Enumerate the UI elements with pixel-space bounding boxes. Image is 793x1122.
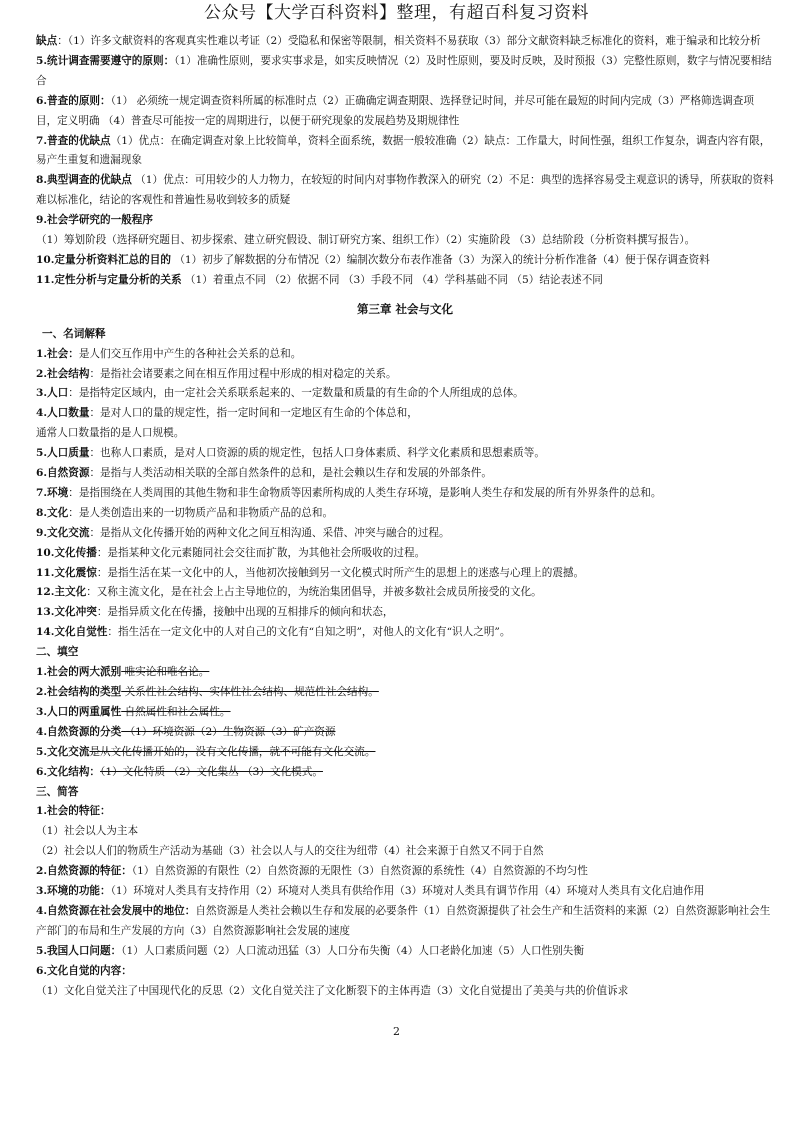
term-line: 14.文化自觉性：指生活在一定文化中的人对自己的文化有“自知之明”，对他人的文化有“识人之明”。 bbox=[36, 626, 511, 639]
answer-paragraph: 4.自然资源在社会发展中的地位：自然资源是人类社会赖以生存和发展的必要条件（1）自然资源提供了社会生产和生活资料的来源（2）自然资源影响社会生产部门的布局和生产发展的方向（3）自然资源影响社会发展的速度 bbox=[36, 904, 771, 937]
page-number: 2 bbox=[393, 1025, 400, 1038]
text-line: 11.定性分析与定量分析的关系 （1）着重点不同 （2）依据不同 （3）手段不同 （4）学科基础不同 （5）结论表述不同 bbox=[36, 273, 603, 286]
term-line: 4.人口数量：是对人口的量的规定性，指一定时间和一定地区有生命的个体总和， bbox=[36, 407, 418, 420]
fill-line: 5.文化交流是从文化传播开始的，没有文化传播，就不可能有文化交流。 bbox=[36, 745, 376, 758]
term-line: 13.文化冲突：是指异质文化在传播，接触中出现的互相排斥的倾向和状态， bbox=[36, 606, 394, 619]
section-heading: 三、简答 bbox=[36, 785, 79, 798]
fill-line: 4.自然资源的分类 （1）环境资源（2）生物资源（3）矿产资源 bbox=[36, 725, 336, 738]
section-heading: 一、名词解释 bbox=[42, 327, 106, 340]
text-paragraph: 7.普查的优缺点（1）优点：在确定调查对象上比较简单，资料全面系统，数据一般较准确（2）缺点：工作量大，时间性强，组织工作复杂，调查内容有限，易产生重复和遗漏现象 bbox=[36, 134, 771, 167]
term-line: 11.文化震惊：是指生活在某一文化中的人，当他初次接触到另一文化模式时所产生的思想上的迷惑与心理上的震撼。 bbox=[36, 566, 585, 579]
text-line: 缺点：（1）许多文献资料的客观真实性难以考证（2）受隐私和保密等限制，相关资料不易获取（3）部分文献资料缺乏标准化的资料，难于编录和比较分析 bbox=[36, 35, 761, 47]
term-line: 6.自然资源：是指与人类活动相关联的全部自然条件的总和，是社会赖以生存和发展的外部条件。 bbox=[36, 467, 492, 480]
chapter-title: 第三章 社会与文化 bbox=[356, 301, 453, 316]
page-header: 公众号【大学百科资料】整理，有超百科复习资料 bbox=[204, 3, 589, 23]
term-line: 9.文化交流：是指从文化传播开始的两种文化之间互相沟通、采借、冲突与融合的过程。 bbox=[36, 526, 450, 539]
term-line: 7.环境：是指围绕在人类周围的其他生物和非生命物质等因素所构成的人类生存环境，是影响人类生存和发展的所有外界条件的总和。 bbox=[36, 486, 662, 499]
text-paragraph: 6.普查的原则：（1） 必须统一规定调查资料所属的标准时点（2）正确确定调查期限、选择登记时间，并尽可能在最短的时间内完成（3）严格筛选调查项目，定义明确 （4）普查尽可能按一定的周期进行，以便于研究现象的发展趋势及期规律性 bbox=[36, 94, 754, 127]
fill-line: 3.人口的两重属性 自然属性和社会属性。 bbox=[36, 705, 231, 718]
answer-line: （2）社会以人们的物质生产活动为基础（3）社会以人与人的交往为纽带（4）社会来源于自然又不同于自然 bbox=[36, 845, 544, 858]
fill-line: 6.文化结构：（1）文化特质 （2）文化集丛 （3）文化模式。 bbox=[36, 765, 323, 778]
answer-line: 6.文化自觉的内容： bbox=[36, 964, 132, 977]
fill-line: 2.社会结构的类型 关系性社会结构、实体性社会结构、规范性社会结构。 bbox=[36, 686, 379, 698]
text-line: （1）筹划阶段（选择研究题目、初步探索、建立研究假设、制订研究方案、组织工作）（2）实施阶段 （3）总结阶段（分析资料撰写报告）。 bbox=[36, 234, 696, 247]
term-line: 5.人口质量：也称人口素质，是对人口资源的质的规定性，包括人口身体素质、科学文化素质和思想素质等。 bbox=[36, 447, 545, 460]
term-line: 通常人口数量指的是人口规模。 bbox=[36, 427, 185, 440]
term-line: 3.人口：是指特定区域内，由一定社会关系联系起来的、一定数量和质量的有生命的个人所组成的总体。 bbox=[36, 387, 524, 400]
answer-line: 2.自然资源的特征：（1）自然资源的有限性（2）自然资源的无限性（3）自然资源的系统性（4）自然资源的不均匀性 bbox=[36, 865, 588, 878]
term-line: 10.文化传播：是指某种文化元素随同社会交往而扩散，为其他社会所吸收的过程。 bbox=[36, 546, 426, 559]
term-line: 2.社会结构：是指社会诸要素之间在相互作用过程中形成的相对稳定的关系。 bbox=[36, 367, 397, 380]
text-line: 9.社会学研究的一般程序 bbox=[36, 214, 153, 227]
text-paragraph: 8.典型调查的优缺点 （1）优点：可用较少的人力物力，在较短的时间内对事物作教深入的研究（2）不足：典型的选择容易受主观意识的诱导，所获取的资料难以标准化，结论的客观性和普遍性易收到较多的质疑 bbox=[36, 174, 774, 207]
answer-line: 5.我国人口问题：（1）人口素质问题（2）人口流动迅猛（3）人口分布失衡（4）人口老龄化加速（5）人口性别失衡 bbox=[36, 944, 584, 957]
text-paragraph: 5.统计调查需要遵守的原则：（1）准确性原则，要求实事求是，如实反映情况（2）及时性原则，要及时反映，及时预报（3）完整性原则，数字与情况要相结合 bbox=[36, 54, 772, 87]
section-heading: 二、填空 bbox=[36, 646, 79, 659]
term-line: 1.社会：是人们交互作用中产生的各种社会关系的总和。 bbox=[36, 347, 302, 360]
text-line: 10.定量分析资料汇总的目的 （1）初步了解数据的分布情况（2）编制次数分布表作准备（3）为深入的统计分析作准备（4）便于保存调查资料 bbox=[36, 253, 710, 266]
term-line: 8.文化：是人类创造出来的一切物质产品和非物质产品的总和。 bbox=[36, 506, 334, 519]
term-line: 12.主文化：又称主流文化，是在社会上占主导地位的，为统治集团倡导，并被多数社会成员所接受的文化。 bbox=[36, 586, 542, 599]
page-content bbox=[36, 32, 774, 1002]
fill-line: 1.社会的两大派别 唯实论和唯名论。 bbox=[36, 666, 210, 679]
answer-line: 1.社会的特征： bbox=[36, 805, 111, 818]
answer-line: （1）文化自觉关注了中国现代化的反思（2）文化自觉关注了文化断裂下的主体再造（3）文化自觉提出了美美与共的价值诉求 bbox=[36, 984, 629, 997]
answer-line: （1）社会以人为主本 bbox=[36, 825, 139, 838]
answer-line: 3.环境的功能：（1）环境对人类具有支持作用（2）环境对人类具有供给作用（3）环境对人类具有调节作用（4）环境对人类具有文化启迪作用 bbox=[36, 885, 705, 898]
